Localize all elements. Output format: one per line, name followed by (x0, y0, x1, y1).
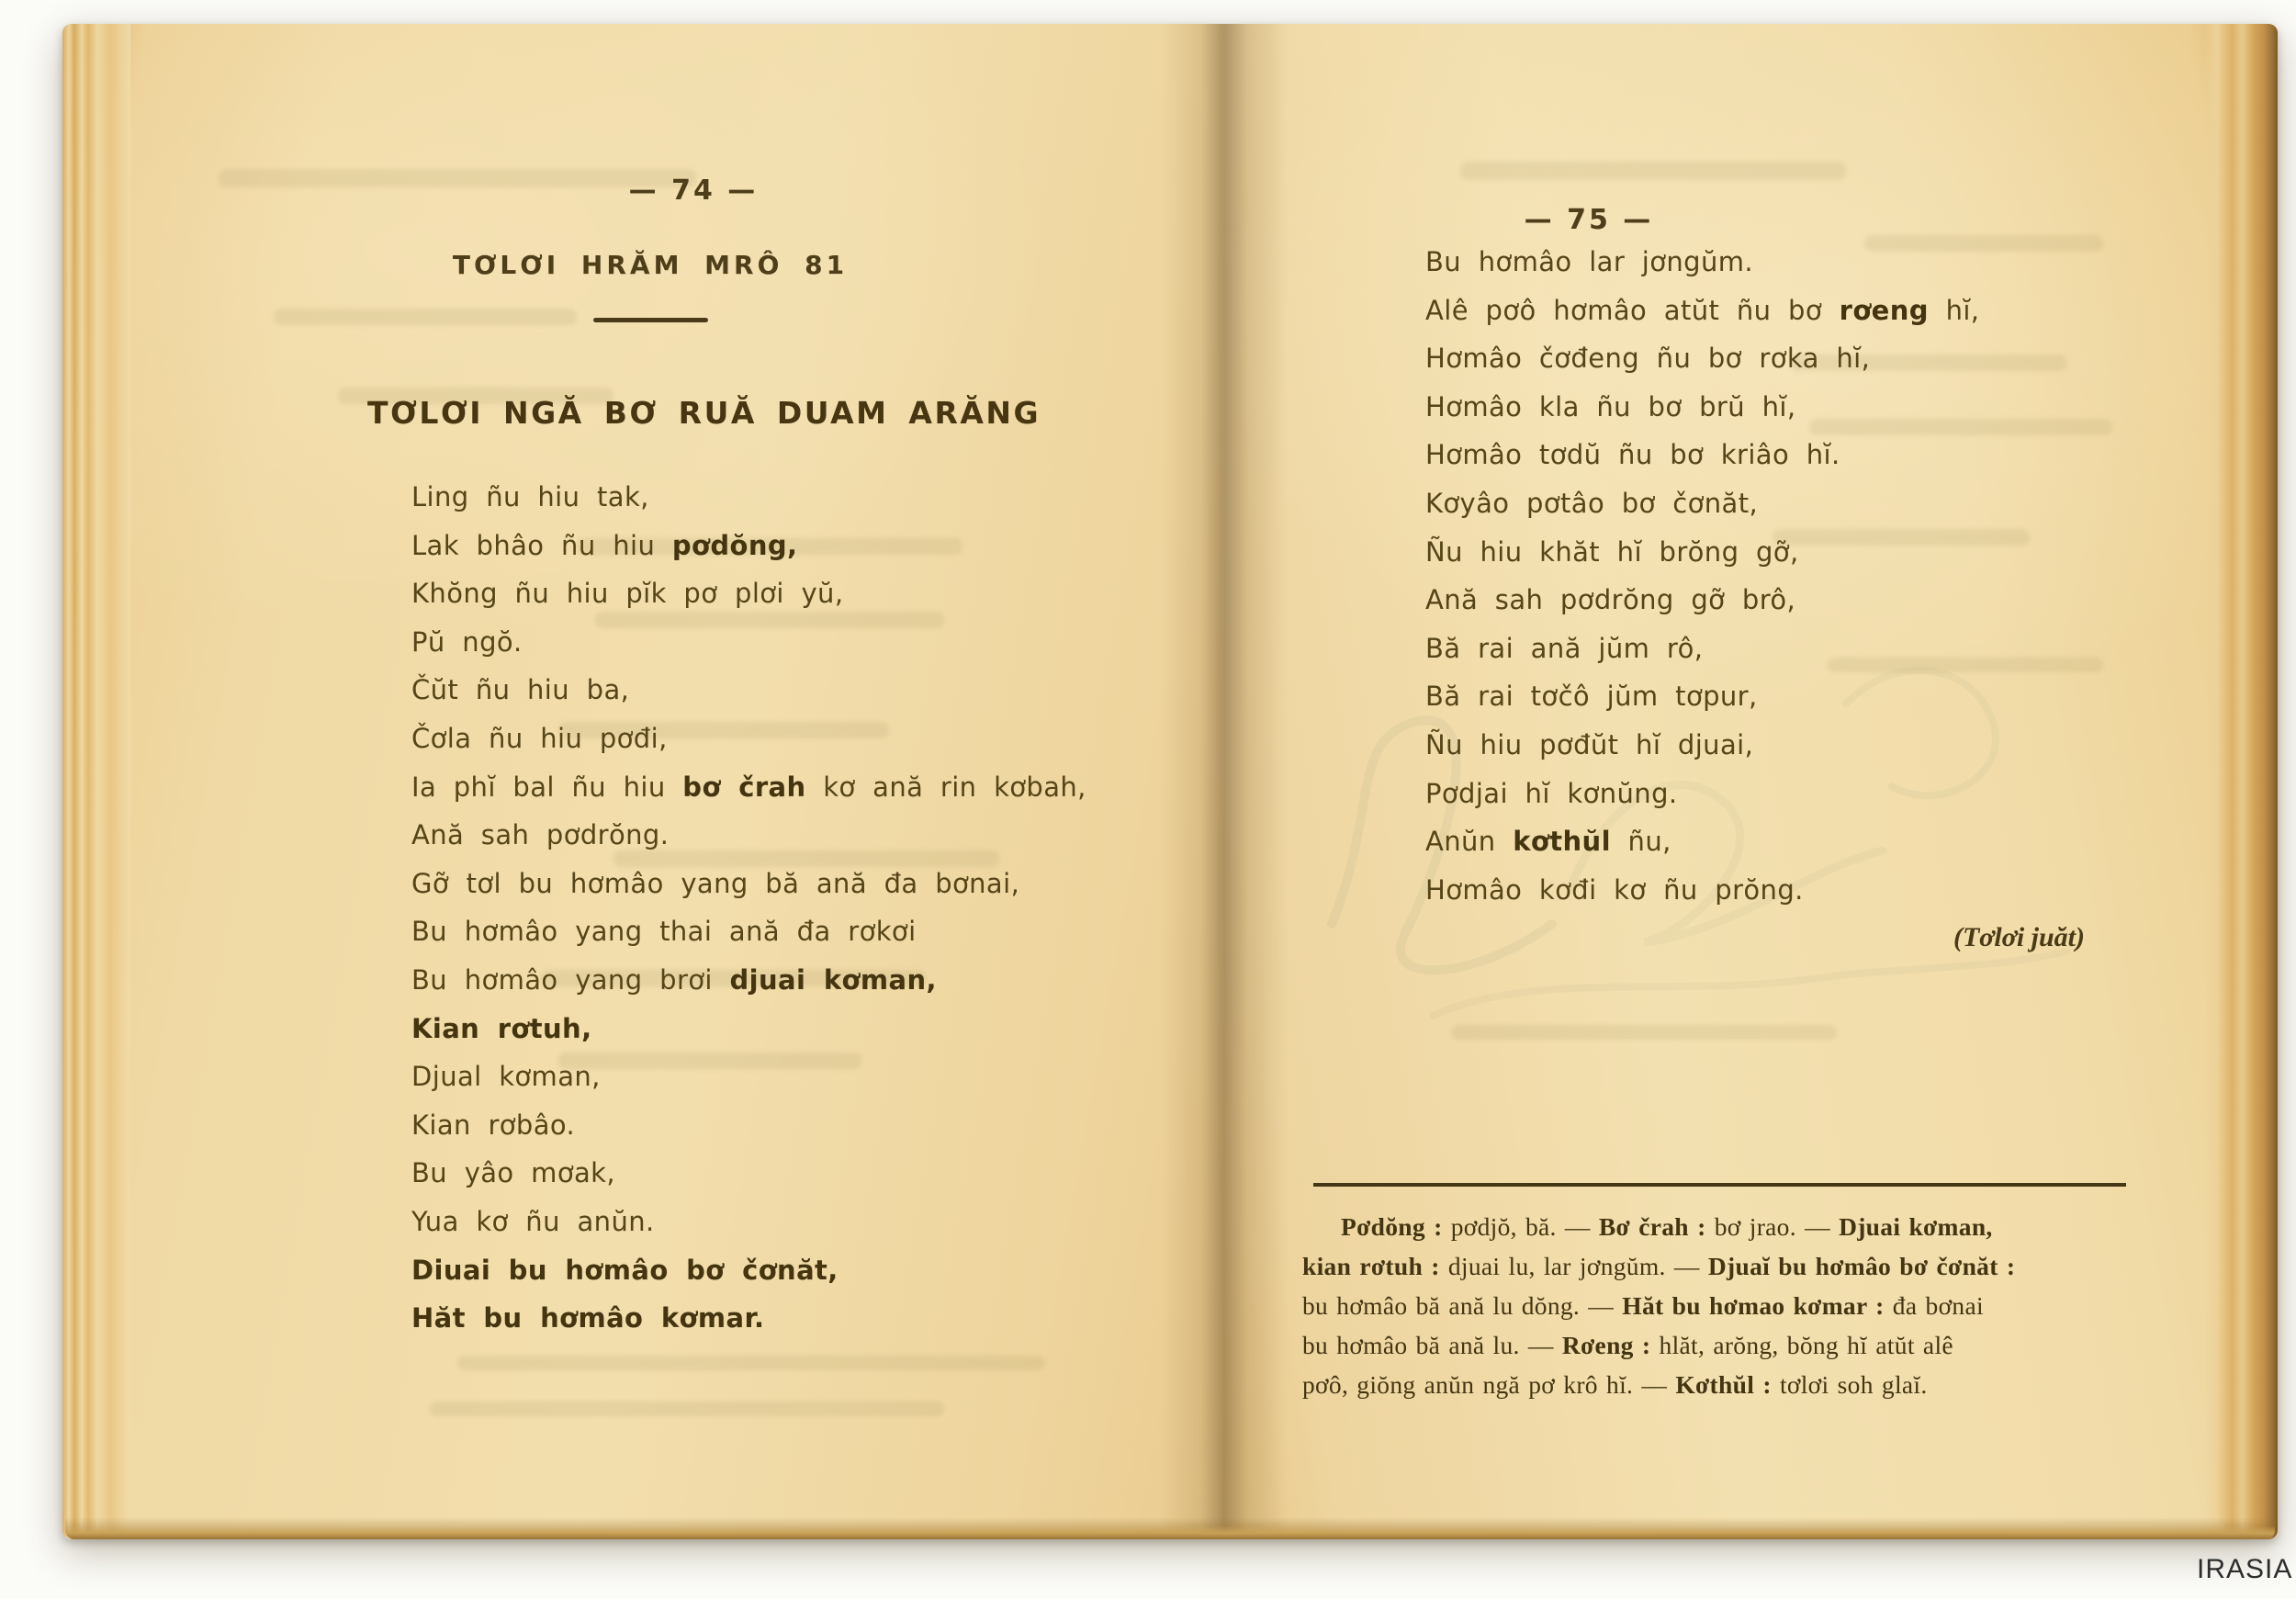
poem-line: Gỡ tơl bu hơmâo yang bă ană đa bơnai, (411, 867, 1020, 899)
poem-line: Čŭt ñu hiu ba, (411, 674, 630, 706)
poem-line: Bu hơmâo lar jơngŭm. (1425, 246, 1754, 277)
poem-line: Kian rơtuh, (411, 1012, 592, 1044)
page-bleed-artifact (274, 309, 577, 325)
poem-attribution: (Tơlơi juăt) (1953, 922, 2085, 952)
page-bleed-artifact (1460, 162, 1846, 180)
book-page-74 (62, 24, 1221, 1539)
poem-line: Ñu hiu khăt hĭ brŏng gỡ, (1425, 535, 1799, 568)
poem-line: Pŭ ngŏ. (411, 625, 523, 658)
book-gutter-shadow (1160, 24, 1289, 1539)
poem-line: Bă rai tơčô jŭm tơpur, (1425, 681, 1758, 713)
footnote-line: Pơdŏng : pơdjŏ, bă. — Bơ črah : bơ jrao. — Djuai kơman, (1341, 1212, 1993, 1241)
poem-line: Hăt bu hơmâo kơmar. (411, 1302, 765, 1334)
poem-line: Diuai bu hơmâo bơ čơnăt, (411, 1254, 838, 1286)
poem-line: Ană sah pơdrŏng gỡ brô, (1425, 584, 1796, 616)
poem-line: Alê pơô hơmâo atŭt ñu bơ rơeng hĭ, (1425, 294, 1980, 326)
lesson-title: TƠLƠI HRĂM MRÔ 81 (452, 250, 849, 280)
poem-line: Hơmâo čơđeng ñu bơ rơka hĭ, (1425, 343, 1871, 375)
poem-left (411, 481, 1086, 1351)
poem-line: Anŭn kơthŭl ñu, (1425, 826, 1671, 858)
poem-line: Hơmâo kla ñu bơ brŭ hĭ, (1425, 390, 1796, 422)
title-underline (593, 318, 708, 322)
poem-line: Bă rai ană jŭm rô, (1425, 632, 1704, 664)
page-bleed-artifact (457, 1356, 1045, 1370)
poem-line: Lak bhâo ñu hiu pơdŏng, (411, 529, 798, 561)
poem-line: Čơla ñu hiu pơđi, (411, 722, 668, 754)
footnote-line: pơô, giŏng anŭn ngă pơ krô hĭ. — Kơthŭl : tơlơi soh glaĭ. (1302, 1370, 1928, 1399)
stacked-page-edges-bottom (65, 1517, 2275, 1539)
footnote-line: kian rơtuh : djuai lu, lar jơngŭm. — Djuaĭ bu hơmâo bơ čơnăt : (1302, 1252, 2016, 1280)
page-number-74: — 74 — (628, 175, 759, 207)
poem-line: Bu hơmâo yang brơi djuai kơman, (411, 963, 937, 996)
poem-line: Djual kơman, (411, 1061, 601, 1093)
poem-line: Hơmâo kơđi kơ ñu prŏng. (1425, 873, 1804, 906)
poem-line: Ñu hiu pơđŭt hĭ djuai, (1425, 728, 1754, 760)
book-page-75 (1221, 24, 2278, 1539)
poem-line: Hơmâo tơdŭ ñu bơ kriâo hĭ. (1425, 439, 1840, 471)
poem-line: Bu yâo mơak, (411, 1157, 615, 1189)
poem-line: Kơyâo pơtâo bơ čơnăt, (1425, 487, 1759, 519)
footnote-line: bu hơmâo bă ană lu. — Rơeng : hlăt, arŏng, bŏng hĭ atŭt alê (1302, 1331, 1953, 1359)
poem-line: Pơdjai hĭ kơnŭng. (1425, 777, 1678, 809)
footnote (1302, 1212, 2156, 1410)
poem-right (1425, 246, 1979, 922)
open-book (62, 24, 2278, 1539)
poem-line: Ling ñu hiu tak, (411, 481, 649, 512)
poem-title: TƠLƠI NGĂ BƠ RUĂ DUAM ARĂNG (367, 395, 1041, 431)
poem-line: Bu hơmâo yang thai ană đa rơkơi (411, 916, 917, 948)
footnote-line: bu hơmâo bă ană lu dŏng. — Hăt bu hơmao kơmar : đa bơnai (1302, 1291, 1984, 1320)
poem-line: Khŏng ñu hiu pĭk pơ plơi yŭ, (411, 578, 844, 610)
poem-line: Ană sah pơdrŏng. (411, 819, 670, 851)
scan-watermark: IRASIA (2197, 1554, 2293, 1584)
stacked-page-edges-right (2204, 24, 2278, 1539)
stacked-page-edges-left (62, 24, 130, 1539)
poem-line: Yua kơ ñu anŭn. (411, 1205, 655, 1237)
page-bleed-artifact (430, 1402, 944, 1416)
footnote-rule (1313, 1183, 2126, 1187)
poem-line: Kian rơbâo. (411, 1109, 576, 1141)
page-number-75: — 75 — (1524, 204, 1654, 236)
poem-line: Ia phĭ bal ñu hiu bơ črah kơ ană rin kơbah, (411, 771, 1086, 803)
